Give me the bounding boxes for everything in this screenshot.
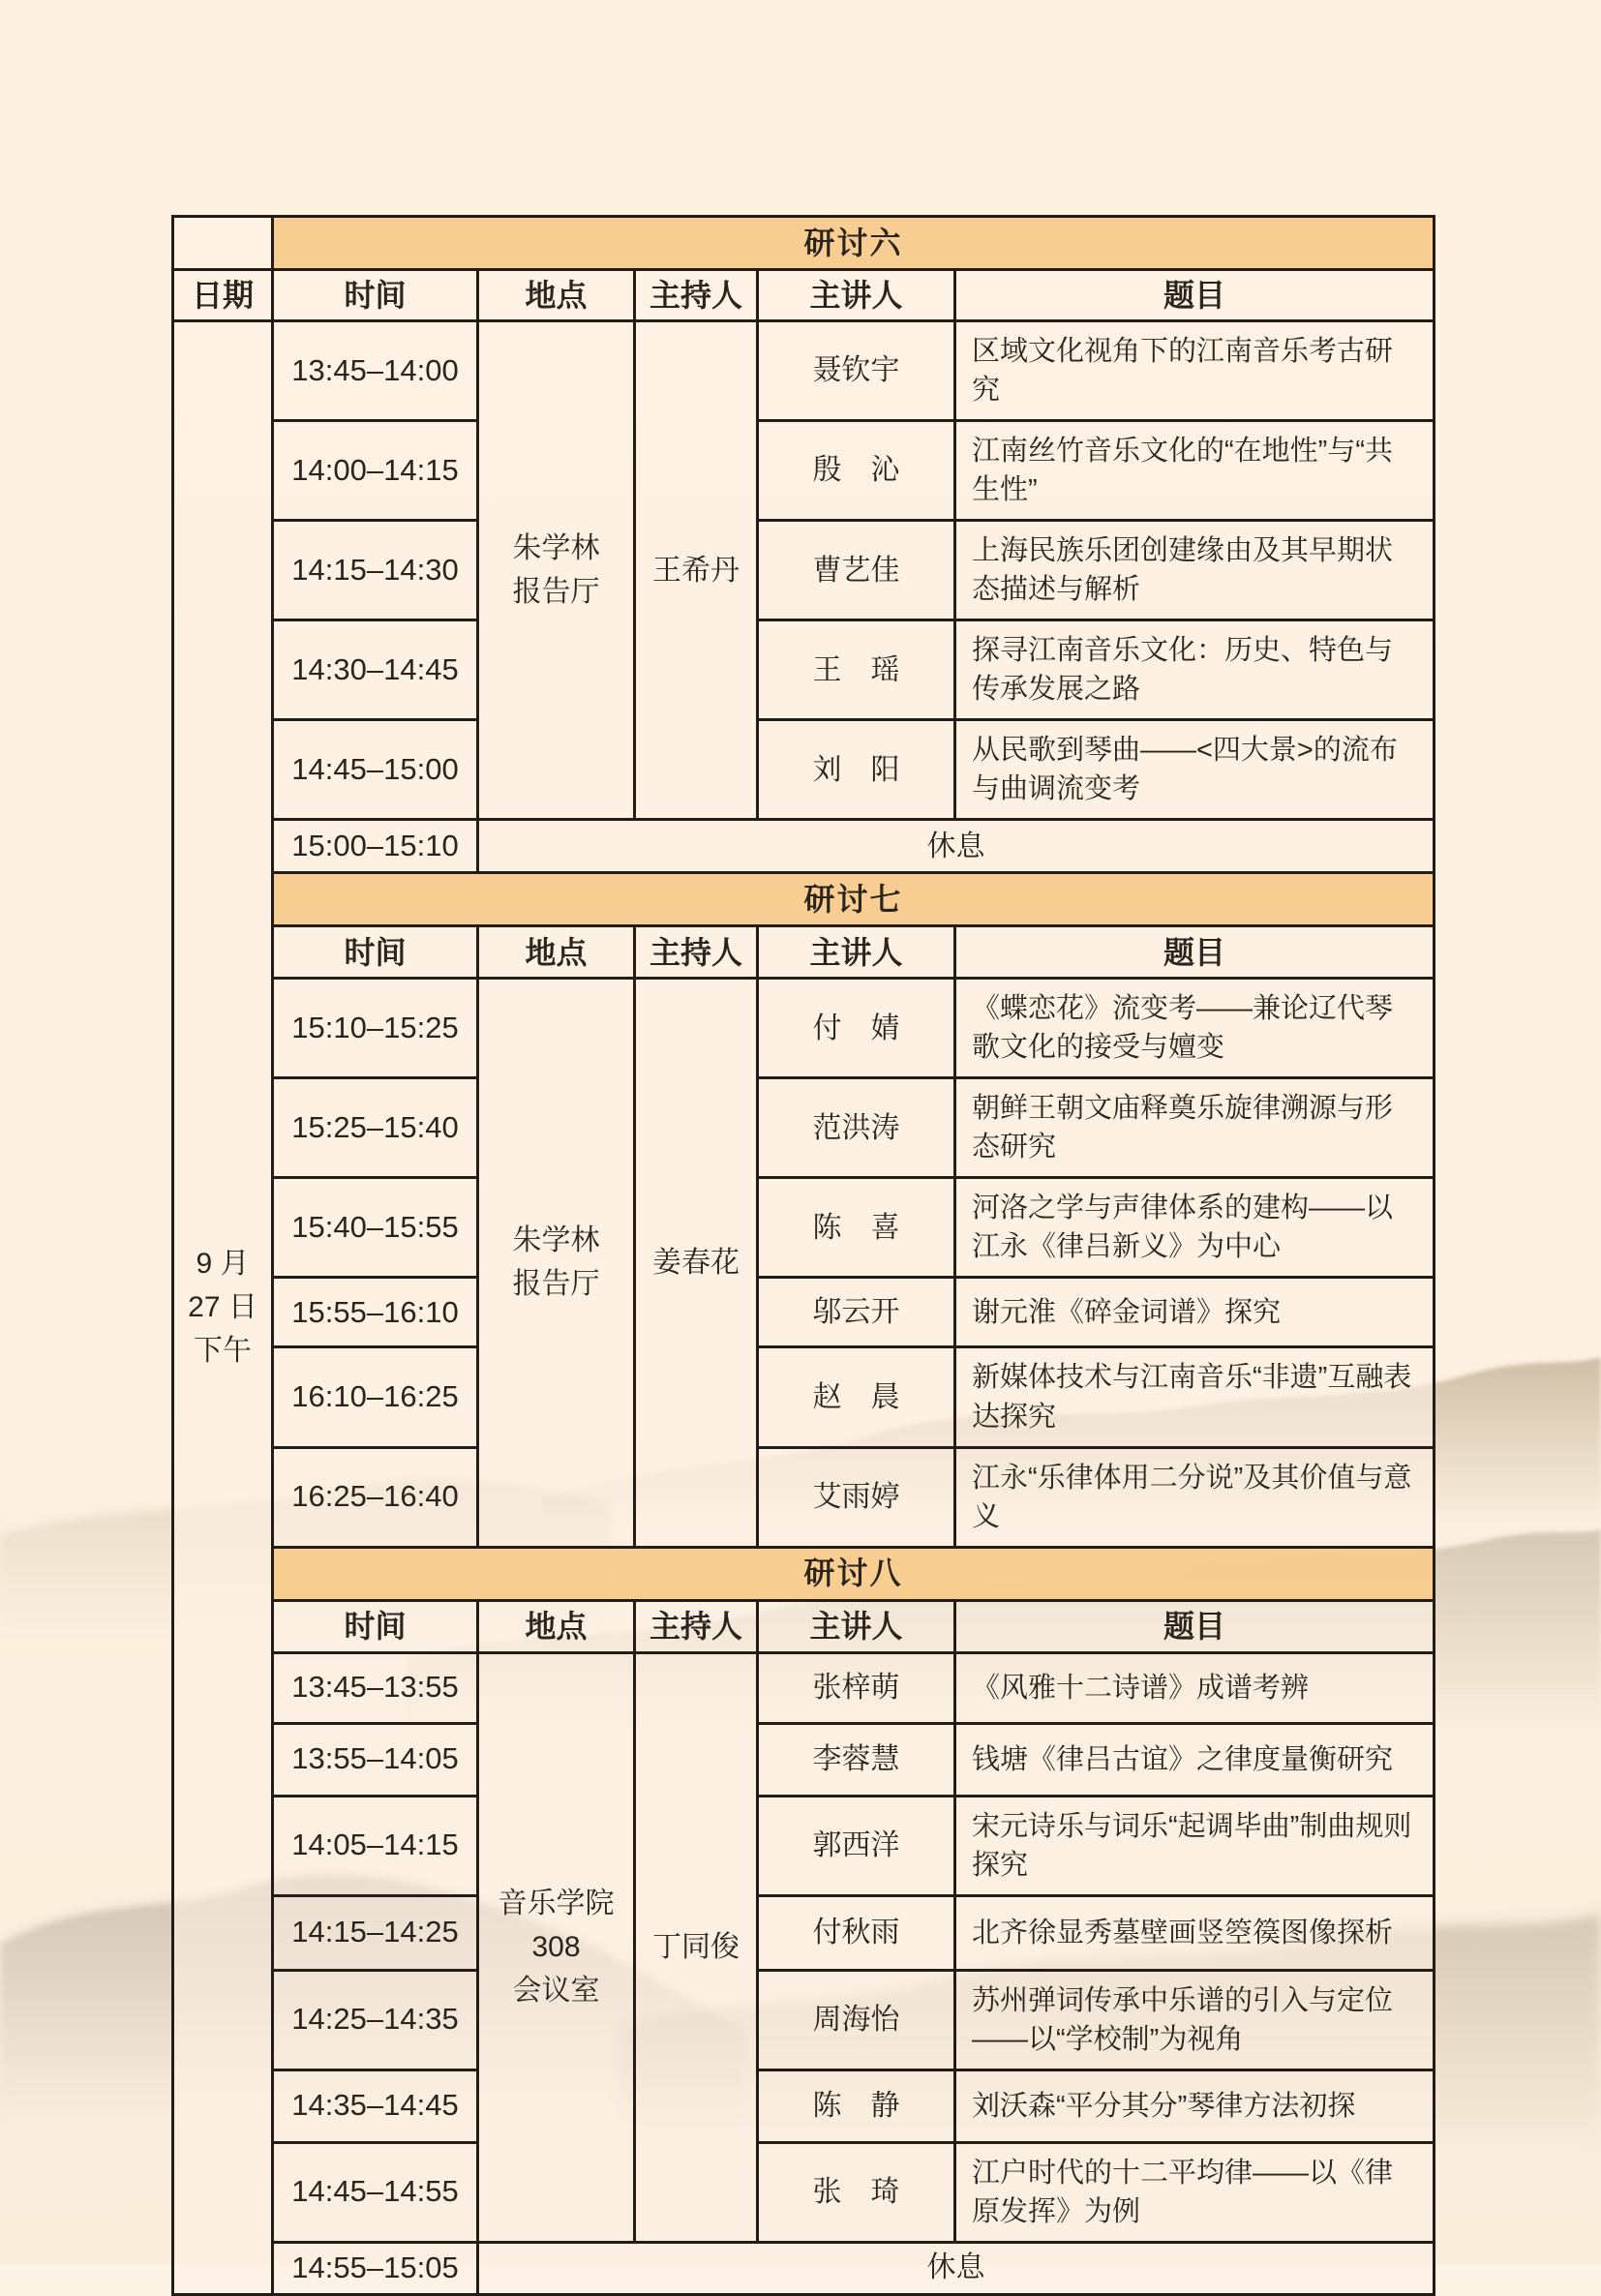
schedule-table [171,215,1435,2296]
column-header-time: 时间 [273,926,478,979]
time-cell: 13:45–14:00 [273,321,478,421]
location-line: 308 [531,1931,581,1964]
column-header-speaker: 主讲人 [758,270,955,321]
time-cell: 14:45–14:55 [273,2142,478,2242]
session6-band-row [173,217,1435,270]
table-row [173,1347,1435,1447]
date-line: 下午 [194,1335,252,1368]
speaker-cell: 郭西洋 [758,1796,955,1895]
time-cell: 14:00–14:15 [273,421,478,521]
location-line: 音乐学院 [498,1888,615,1920]
corner-cell [173,217,273,270]
table-row [173,2069,1435,2142]
column-header-location: 地点 [478,270,635,321]
time-cell: 14:25–14:35 [273,1970,478,2069]
column-header-host: 主持人 [635,926,758,979]
time-cell: 15:00–15:10 [273,820,478,873]
table-row [173,2142,1435,2242]
time-cell: 15:25–15:40 [273,1078,478,1178]
time-cell: 15:10–15:25 [273,979,478,1078]
speaker-cell: 聂钦宇 [758,321,955,421]
time-cell: 13:55–14:05 [273,1723,478,1796]
topic-cell: 江南丝竹音乐文化的“在地性”与“共生性” [955,421,1435,521]
time-cell: 14:55–15:05 [273,2242,478,2294]
session8-band-row [173,1547,1435,1600]
session6-header-row [173,270,1435,321]
column-header-time: 时间 [273,1600,478,1652]
topic-cell: 刘沃森“平分其分”琴律方法初探 [955,2069,1435,2142]
session8-band: 研讨八 [273,1547,1435,1600]
location-line: 报告厅 [512,576,600,609]
topic-cell: 宋元诗乐与词乐“起调毕曲”制曲规则探究 [955,1796,1435,1895]
speaker-cell: 范洪涛 [758,1078,955,1178]
time-cell: 14:35–14:45 [273,2069,478,2142]
topic-cell: 河洛之学与声律体系的建构——以江永《律吕新义》为中心 [955,1178,1435,1278]
column-header-speaker: 主讲人 [758,926,955,979]
table-row [173,1078,1435,1178]
location-cell [478,979,635,1547]
speaker-cell: 陈 静 [758,2069,955,2142]
session7-header-row [173,926,1435,979]
time-cell: 14:15–14:25 [273,1895,478,1970]
host-cell: 王希丹 [635,321,758,820]
table-row [173,1447,1435,1547]
speaker-cell: 艾雨婷 [758,1447,955,1547]
table-row [173,421,1435,521]
topic-cell: 从民歌到琴曲——<四大景>的流布与曲调流变考 [955,720,1435,820]
topic-cell: 北齐徐显秀墓壁画竖箜篌图像探析 [955,1895,1435,1970]
table-row [173,321,1435,421]
speaker-cell: 邬云开 [758,1278,955,1347]
time-cell: 14:30–14:45 [273,620,478,720]
session7-band-row [173,873,1435,926]
topic-cell: 上海民族乐团创建缘由及其早期状态描述与解析 [955,521,1435,620]
time-cell: 16:10–16:25 [273,1347,478,1447]
table-row [173,979,1435,1078]
table-row [173,1178,1435,1278]
topic-cell: 谢元淮《碎金词谱》探究 [955,1278,1435,1347]
column-header-host: 主持人 [635,1600,758,1652]
time-cell: 15:40–15:55 [273,1178,478,1278]
location-cell [478,1652,635,2242]
table-row [173,620,1435,720]
speaker-cell: 张梓萌 [758,1652,955,1723]
speaker-cell: 周海怡 [758,1970,955,2069]
column-header-speaker: 主讲人 [758,1600,955,1652]
time-cell: 13:45–13:55 [273,1652,478,1723]
column-header-date: 日期 [173,270,273,321]
column-header-location: 地点 [478,1600,635,1652]
speaker-cell: 殷 沁 [758,421,955,521]
time-cell: 14:45–15:00 [273,720,478,820]
table-row [173,720,1435,820]
speaker-cell: 王 瑶 [758,620,955,720]
column-header-time: 时间 [273,270,478,321]
time-cell: 14:15–14:30 [273,521,478,620]
speaker-cell: 付秋雨 [758,1895,955,1970]
speaker-cell: 张 琦 [758,2142,955,2242]
location-line: 朱学林 [512,1224,600,1257]
date-line: 9 月 [196,1248,250,1281]
table-row [173,1278,1435,1347]
date-line: 27 日 [188,1291,257,1324]
break-cell: 休息 [478,820,1435,873]
column-header-topic: 题目 [955,1600,1435,1652]
topic-cell: 《蝶恋花》流变考——兼论辽代琴歌文化的接受与嬗变 [955,979,1435,1078]
topic-cell: 江永“乐律体用二分说”及其价值与意义 [955,1447,1435,1547]
time-cell: 15:55–16:10 [273,1278,478,1347]
table-row [173,521,1435,620]
topic-cell: 《风雅十二诗谱》成谱考辨 [955,1652,1435,1723]
session8-header-row [173,1600,1435,1652]
topic-cell: 新媒体技术与江南音乐“非遗”互融表达探究 [955,1347,1435,1447]
session7-band: 研讨七 [273,873,1435,926]
session6-band: 研讨六 [273,217,1435,270]
location-line: 会议室 [512,1975,600,2008]
location-line: 报告厅 [512,1268,600,1301]
speaker-cell: 刘 阳 [758,720,955,820]
column-header-host: 主持人 [635,270,758,321]
speaker-cell: 陈 喜 [758,1178,955,1278]
topic-cell: 钱塘《律吕古谊》之律度量衡研究 [955,1723,1435,1796]
break-row [173,820,1435,873]
host-cell: 丁同俊 [635,1652,758,2242]
date-cell [173,321,273,2294]
table-row [173,1723,1435,1796]
topic-cell: 区域文化视角下的江南音乐考古研究 [955,321,1435,421]
host-cell: 姜春花 [635,979,758,1547]
speaker-cell: 曹艺佳 [758,521,955,620]
topic-cell: 朝鲜王朝文庙释奠乐旋律溯源与形态研究 [955,1078,1435,1178]
speaker-cell: 赵 晨 [758,1347,955,1447]
speaker-cell: 付 婧 [758,979,955,1078]
topic-cell: 苏州弹词传承中乐谱的引入与定位——以“学校制”为视角 [955,1970,1435,2069]
column-header-location: 地点 [478,926,635,979]
break-cell: 休息 [478,2242,1435,2294]
table-row [173,1652,1435,1723]
location-cell [478,321,635,820]
speaker-cell: 李蓉慧 [758,1723,955,1796]
break-row [173,2242,1435,2294]
table-row [173,1796,1435,1895]
table-row [173,1970,1435,2069]
column-header-topic: 题目 [955,926,1435,979]
table-row [173,1895,1435,1970]
topic-cell: 探寻江南音乐文化：历史、特色与传承发展之路 [955,620,1435,720]
topic-cell: 江户时代的十二平均律——以《律原发挥》为例 [955,2142,1435,2242]
time-cell: 16:25–16:40 [273,1447,478,1547]
column-header-topic: 题目 [955,270,1435,321]
location-line: 朱学林 [512,532,600,565]
time-cell: 14:05–14:15 [273,1796,478,1895]
